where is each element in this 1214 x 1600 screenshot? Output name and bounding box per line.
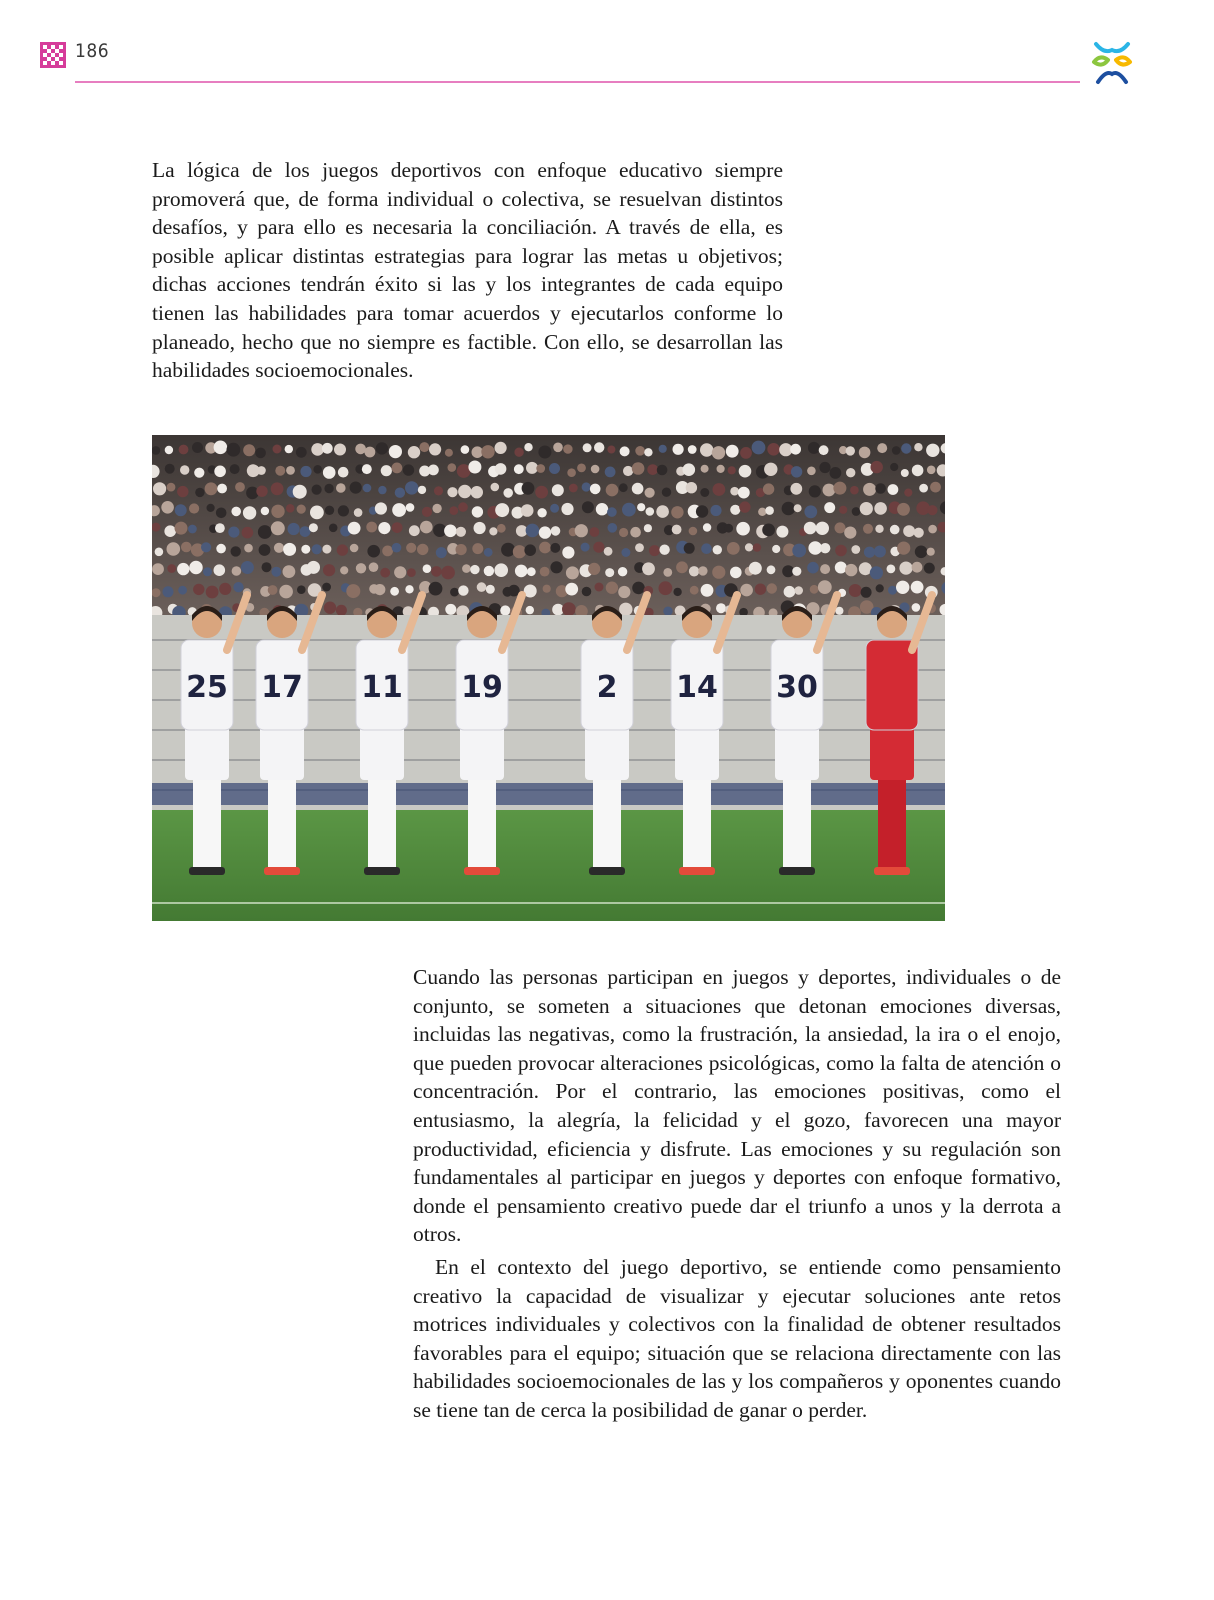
team-photo-illustration xyxy=(152,435,945,921)
emotions-paragraph: Cuando las personas participan en juegos y deportes, individuales o de conjunto, se someten a situaciones que detonan emociones diversas, incluidas las negativas, como la frustración, la ansiedad, la ira o el enojo, que pueden provocar alteraciones psicológicas, como la falta de atención o concentración. Por el contrario, las emociones positivas, como el entusiasmo, la alegría, la felicidad y el gozo, favorecen una mayor productividad, eficiencia y disfrute. Las emociones y su regulación son fundamentales al participar en juegos y deportes con enfoque formativo, donde el pensamiento creativo puede dar el triunfo a unos y la derrota a otros. xyxy=(413,965,1061,1247)
header-rule xyxy=(75,81,1080,83)
jersey-number: 25 xyxy=(186,670,228,705)
creative-thinking-paragraph: En el contexto del juego deportivo, se entiende como pensamiento creativo la capacidad de visualizar y ejecutar soluciones ante retos motrices individuales y colectivos con la finalidad de obtener resultados favorables para el equipo; situación que se relaciona directamente con las habilidades socioemocionales de las y los compañeros y oponentes cuando se tiene tan de cerca la posibilidad de ganar o perder. xyxy=(413,1255,1061,1422)
jersey-number: 19 xyxy=(461,670,503,705)
team-photo xyxy=(152,435,945,921)
page-number: 186 xyxy=(75,40,110,62)
jersey-number: 17 xyxy=(261,670,303,705)
program-logo-icon xyxy=(1090,40,1134,86)
textile-pattern-icon xyxy=(40,42,66,68)
jersey-number: 11 xyxy=(361,670,403,705)
jersey-number: 30 xyxy=(776,670,818,705)
jersey-number: 2 xyxy=(596,670,618,705)
intro-paragraph: La lógica de los juegos deportivos con enfoque educativo siempre promoverá que, de forma individual o colectiva, se resuelvan distintos desafíos, y para ello es necesaria la conciliación. A través de ella, es posible aplicar distintas estrategias para lograr las metas u objetivos; dichas acciones tendrán éxito si las y los integrantes de cada equipo tienen las habilidades para tomar acuerdos y ejecutarlos conforme lo planeado, hecho que no siempre es factible. Con ello, se desarrollan las habilidades socioemocionales. xyxy=(152,158,783,383)
jersey-number: 14 xyxy=(676,670,718,705)
